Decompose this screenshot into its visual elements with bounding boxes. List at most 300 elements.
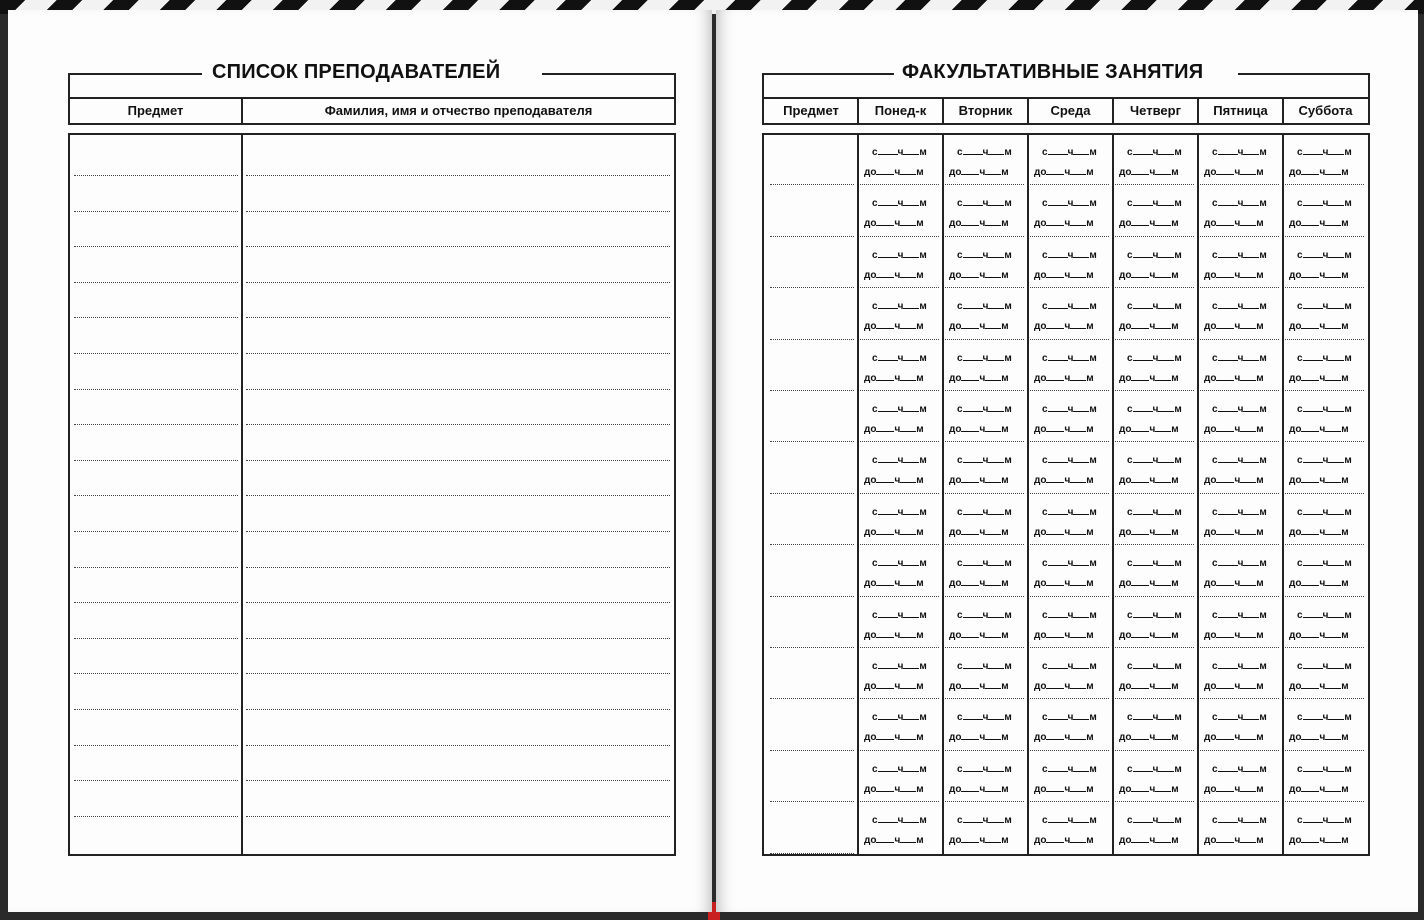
time-to-field[interactable] — [1204, 372, 1264, 385]
time-from-field[interactable] — [1212, 660, 1267, 673]
time-to-field[interactable] — [949, 217, 1009, 230]
time-to-field[interactable] — [1119, 783, 1179, 796]
time-to-field[interactable] — [1034, 834, 1094, 847]
time-from-field[interactable] — [872, 249, 927, 262]
teacher-row-line[interactable] — [74, 175, 238, 176]
teacher-row-line[interactable] — [74, 531, 238, 532]
time-to-field[interactable] — [1204, 834, 1264, 847]
time-to-field[interactable] — [1119, 680, 1179, 693]
hour-mark: ч — [979, 578, 986, 590]
teacher-row-line[interactable] — [74, 745, 238, 746]
to-prefix: до — [1289, 629, 1302, 641]
from-prefix: с — [1297, 815, 1303, 827]
elective-subject-line[interactable] — [770, 853, 854, 854]
time-from-field[interactable] — [1127, 454, 1182, 467]
from-prefix: с — [1212, 352, 1218, 364]
minute-mark: м — [1086, 218, 1094, 230]
time-from-field[interactable] — [1042, 249, 1097, 262]
teacher-name-line[interactable] — [246, 282, 670, 283]
minute-mark: м — [1259, 404, 1267, 415]
time-from-field[interactable] — [1297, 300, 1352, 313]
minute-mark: м — [1089, 506, 1097, 518]
time-from-field[interactable] — [957, 609, 1012, 622]
time-to-field[interactable] — [1204, 629, 1264, 642]
to-prefix: до — [864, 835, 877, 847]
time-from-field[interactable] — [1042, 197, 1097, 210]
time-to-field[interactable] — [1034, 217, 1094, 230]
time-to-field[interactable] — [864, 320, 924, 333]
time-to-field[interactable] — [1119, 629, 1179, 642]
teacher-name-line[interactable] — [246, 246, 670, 247]
teacher-name-line[interactable] — [246, 780, 670, 781]
time-from-field[interactable] — [1212, 249, 1267, 262]
teacher-row-line[interactable] — [74, 567, 238, 568]
time-from-field[interactable] — [1042, 557, 1097, 570]
hour-mark: ч — [1234, 629, 1241, 641]
teacher-name-line[interactable] — [246, 567, 670, 568]
elective-subject-line[interactable] — [770, 184, 854, 185]
teacher-name-line[interactable] — [246, 602, 670, 603]
hour-mark: ч — [1237, 455, 1244, 467]
electives-col-day: Понед-к — [874, 103, 927, 118]
teacher-row-line[interactable] — [74, 353, 238, 354]
teacher-name-line[interactable] — [246, 745, 670, 746]
time-to-field[interactable] — [949, 269, 1009, 282]
time-to-field[interactable] — [1034, 577, 1094, 590]
minute-mark: м — [1259, 661, 1267, 672]
time-from-field[interactable] — [1212, 814, 1267, 827]
elective-subject-line[interactable] — [770, 236, 854, 237]
time-to-field[interactable] — [864, 731, 924, 744]
time-from-field[interactable] — [1297, 352, 1352, 365]
hour-mark: ч — [897, 661, 904, 672]
from-prefix: с — [1127, 506, 1133, 518]
time-from-field[interactable] — [1297, 146, 1352, 159]
teacher-row-line[interactable] — [74, 282, 238, 283]
hour-mark: ч — [897, 558, 904, 570]
time-from-field[interactable] — [872, 300, 927, 313]
time-to-field[interactable] — [1204, 423, 1264, 436]
hour-mark: ч — [1149, 424, 1156, 435]
time-from-field[interactable] — [957, 763, 1012, 776]
time-from-field[interactable] — [1297, 711, 1352, 724]
teacher-name-line[interactable] — [246, 353, 670, 354]
time-from-field[interactable] — [957, 197, 1012, 210]
teacher-row-line[interactable] — [74, 673, 238, 674]
time-from-field[interactable] — [872, 197, 927, 210]
time-from-field[interactable] — [957, 711, 1012, 724]
time-to-field[interactable] — [949, 166, 1009, 179]
minute-mark: м — [1001, 732, 1009, 744]
teacher-name-line[interactable] — [246, 317, 670, 318]
time-from-field[interactable] — [872, 403, 927, 416]
minute-mark: м — [1004, 712, 1012, 724]
teacher-row-line[interactable] — [74, 246, 238, 247]
time-from-field[interactable] — [957, 146, 1012, 159]
time-to-field[interactable] — [1034, 680, 1094, 693]
elective-subject-line[interactable] — [770, 441, 854, 442]
minute-mark: м — [1341, 372, 1349, 384]
minute-mark: м — [1004, 198, 1012, 210]
time-to-field[interactable] — [1204, 526, 1264, 539]
time-to-field[interactable] — [1289, 526, 1349, 539]
minute-mark: м — [919, 815, 927, 827]
time-from-field[interactable] — [957, 352, 1012, 365]
minute-mark: м — [1256, 732, 1264, 744]
teacher-name-line[interactable] — [246, 495, 670, 496]
minute-mark: м — [1171, 526, 1179, 538]
time-from-field[interactable] — [1212, 454, 1267, 467]
hour-mark: ч — [1319, 321, 1326, 333]
elective-subject-line[interactable] — [770, 698, 854, 699]
time-to-field[interactable] — [1034, 629, 1094, 642]
time-from-field[interactable] — [1127, 660, 1182, 673]
time-to-field[interactable] — [1289, 680, 1349, 693]
time-to-field[interactable] — [1119, 166, 1179, 179]
time-to-field[interactable] — [864, 577, 924, 590]
time-from-field[interactable] — [1042, 506, 1097, 519]
teacher-name-line[interactable] — [246, 531, 670, 532]
time-from-field[interactable] — [1042, 403, 1097, 416]
time-from-field[interactable] — [1127, 403, 1182, 416]
time-to-field[interactable] — [1289, 577, 1349, 590]
hour-mark: ч — [1067, 455, 1074, 467]
time-from-field[interactable] — [872, 506, 927, 519]
time-from-field[interactable] — [1042, 763, 1097, 776]
teachers-col-subject: Предмет — [127, 103, 184, 118]
time-from-field[interactable] — [1042, 454, 1097, 467]
time-to-field[interactable] — [1204, 166, 1264, 179]
teacher-name-line[interactable] — [246, 709, 670, 710]
time-to-field[interactable] — [864, 783, 924, 796]
teacher-row-line[interactable] — [74, 602, 238, 603]
time-to-field[interactable] — [1119, 526, 1179, 539]
minute-mark: м — [1004, 609, 1012, 621]
time-from-field[interactable] — [1127, 763, 1182, 776]
time-to-field[interactable] — [864, 217, 924, 230]
time-from-field[interactable] — [1297, 454, 1352, 467]
time-from-field[interactable] — [872, 454, 927, 467]
time-to-field[interactable] — [1204, 217, 1264, 230]
hour-mark: ч — [1064, 475, 1071, 487]
time-to-field[interactable] — [1034, 320, 1094, 333]
time-to-field[interactable] — [1119, 474, 1179, 487]
hour-mark: ч — [979, 629, 986, 641]
time-to-field[interactable] — [864, 166, 924, 179]
teacher-row-line[interactable] — [74, 460, 238, 461]
time-from-field[interactable] — [957, 506, 1012, 519]
time-from-field[interactable] — [1212, 557, 1267, 570]
time-to-field[interactable] — [1119, 423, 1179, 436]
to-prefix: до — [949, 269, 962, 281]
time-from-field[interactable] — [872, 557, 927, 570]
time-from-field[interactable] — [1127, 506, 1182, 519]
time-from-field[interactable] — [1042, 146, 1097, 159]
time-from-field[interactable] — [1297, 763, 1352, 776]
time-from-field[interactable] — [872, 711, 927, 724]
minute-mark: м — [1344, 506, 1352, 518]
hour-mark: ч — [897, 249, 904, 261]
time-to-field[interactable] — [1119, 269, 1179, 282]
time-from-field[interactable] — [957, 249, 1012, 262]
teacher-row-line[interactable] — [74, 424, 238, 425]
minute-mark: м — [1174, 661, 1182, 672]
hour-mark: ч — [897, 301, 904, 313]
teacher-name-line[interactable] — [246, 211, 670, 212]
hour-mark: ч — [1152, 404, 1159, 415]
time-to-field[interactable] — [949, 320, 1009, 333]
time-to-field[interactable] — [1289, 217, 1349, 230]
time-from-field[interactable] — [1212, 146, 1267, 159]
time-to-field[interactable] — [1289, 423, 1349, 436]
time-from-field[interactable] — [957, 814, 1012, 827]
time-from-field[interactable] — [1297, 403, 1352, 416]
time-from-field[interactable] — [872, 814, 927, 827]
to-prefix: до — [1289, 321, 1302, 333]
time-from-field[interactable] — [957, 660, 1012, 673]
time-to-field[interactable] — [949, 680, 1009, 693]
time-to-field[interactable] — [864, 629, 924, 642]
hour-mark: ч — [1067, 609, 1074, 621]
time-from-field[interactable] — [1042, 300, 1097, 313]
time-from-field[interactable] — [1212, 609, 1267, 622]
time-to-field[interactable] — [1119, 217, 1179, 230]
time-to-field[interactable] — [949, 423, 1009, 436]
time-from-field[interactable] — [1127, 814, 1182, 827]
time-from-field[interactable] — [1042, 814, 1097, 827]
teacher-row-line[interactable] — [74, 211, 238, 212]
time-from-field[interactable] — [872, 660, 927, 673]
time-from-field[interactable] — [1297, 660, 1352, 673]
time-to-field[interactable] — [1204, 320, 1264, 333]
time-to-field[interactable] — [1289, 731, 1349, 744]
time-from-field[interactable] — [872, 146, 927, 159]
time-to-field[interactable] — [949, 577, 1009, 590]
to-prefix: до — [1289, 732, 1302, 744]
teacher-row-line[interactable] — [74, 816, 238, 817]
time-from-field[interactable] — [872, 352, 927, 365]
time-from-field[interactable] — [1212, 763, 1267, 776]
time-to-field[interactable] — [1034, 423, 1094, 436]
time-to-field[interactable] — [1204, 731, 1264, 744]
time-to-field[interactable] — [864, 680, 924, 693]
time-to-field[interactable] — [1289, 166, 1349, 179]
time-from-field[interactable] — [1042, 352, 1097, 365]
time-to-field[interactable] — [1204, 474, 1264, 487]
hour-mark: ч — [897, 404, 904, 415]
from-prefix: с — [1297, 609, 1303, 621]
to-prefix: до — [1034, 218, 1047, 230]
hour-mark: ч — [897, 147, 904, 158]
time-from-field[interactable] — [1042, 711, 1097, 724]
teacher-row-line[interactable] — [74, 709, 238, 710]
elective-subject-line[interactable] — [770, 750, 854, 751]
time-to-field[interactable] — [1034, 372, 1094, 385]
minute-mark: м — [1001, 167, 1009, 178]
time-to-field[interactable] — [864, 423, 924, 436]
teacher-row-line[interactable] — [74, 780, 238, 781]
time-from-field[interactable] — [1127, 711, 1182, 724]
electives-col-day: Вторник — [958, 103, 1013, 118]
time-from-field[interactable] — [1297, 506, 1352, 519]
elective-subject-line[interactable] — [770, 801, 854, 802]
to-prefix: до — [1204, 372, 1217, 384]
time-to-field[interactable] — [1034, 526, 1094, 539]
electives-title: ФАКУЛЬТАТИВНЫЕ ЗАНЯТИЯ — [902, 61, 1204, 83]
hour-mark: ч — [979, 372, 986, 384]
teacher-name-line[interactable] — [246, 816, 670, 817]
time-from-field[interactable] — [1212, 403, 1267, 416]
time-to-field[interactable] — [864, 526, 924, 539]
time-from-field[interactable] — [1042, 660, 1097, 673]
time-from-field[interactable] — [1127, 352, 1182, 365]
time-from-field[interactable] — [1212, 300, 1267, 313]
hour-mark: ч — [1237, 815, 1244, 827]
time-from-field[interactable] — [1297, 557, 1352, 570]
elective-subject-line[interactable] — [770, 596, 854, 597]
time-to-field[interactable] — [1204, 269, 1264, 282]
minute-mark: м — [1341, 835, 1349, 847]
time-from-field[interactable] — [1297, 609, 1352, 622]
time-from-field[interactable] — [1127, 557, 1182, 570]
time-to-field[interactable] — [1204, 783, 1264, 796]
time-from-field[interactable] — [957, 557, 1012, 570]
hour-mark: ч — [982, 404, 989, 415]
time-to-field[interactable] — [949, 629, 1009, 642]
to-prefix: до — [864, 526, 877, 538]
to-prefix: до — [1289, 218, 1302, 230]
elective-subject-line[interactable] — [770, 339, 854, 340]
teacher-row-line[interactable] — [74, 317, 238, 318]
time-to-field[interactable] — [1119, 577, 1179, 590]
time-from-field[interactable] — [957, 454, 1012, 467]
time-to-field[interactable] — [949, 526, 1009, 539]
time-to-field[interactable] — [949, 372, 1009, 385]
time-from-field[interactable] — [1127, 197, 1182, 210]
time-to-field[interactable] — [1119, 731, 1179, 744]
minute-mark: м — [1259, 763, 1267, 775]
hour-mark: ч — [1149, 783, 1156, 795]
time-to-field[interactable] — [1034, 474, 1094, 487]
time-to-field[interactable] — [1289, 629, 1349, 642]
hour-mark: ч — [894, 372, 901, 384]
minute-mark: м — [916, 783, 924, 795]
time-to-field[interactable] — [1034, 269, 1094, 282]
from-prefix: с — [957, 609, 963, 621]
time-from-field[interactable] — [1212, 506, 1267, 519]
teacher-row-line[interactable] — [74, 389, 238, 390]
time-from-field[interactable] — [1127, 300, 1182, 313]
time-to-field[interactable] — [1119, 372, 1179, 385]
time-to-field[interactable] — [949, 474, 1009, 487]
time-to-field[interactable] — [1289, 474, 1349, 487]
time-from-field[interactable] — [1212, 197, 1267, 210]
time-from-field[interactable] — [1212, 711, 1267, 724]
to-prefix: до — [1034, 321, 1047, 333]
minute-mark: м — [1004, 404, 1012, 415]
minute-mark: м — [1341, 218, 1349, 230]
time-to-field[interactable] — [949, 731, 1009, 744]
time-from-field[interactable] — [1127, 146, 1182, 159]
time-to-field[interactable] — [1289, 834, 1349, 847]
minute-mark: м — [919, 455, 927, 467]
teacher-row-line[interactable] — [74, 495, 238, 496]
time-from-field[interactable] — [1042, 609, 1097, 622]
minute-mark: м — [1259, 301, 1267, 313]
to-prefix: до — [1034, 629, 1047, 641]
from-prefix: с — [1297, 249, 1303, 261]
time-to-field[interactable] — [1204, 577, 1264, 590]
elective-subject-line[interactable] — [770, 287, 854, 288]
time-to-field[interactable] — [1119, 834, 1179, 847]
time-to-field[interactable] — [864, 834, 924, 847]
minute-mark: м — [1341, 475, 1349, 487]
time-to-field[interactable] — [1289, 372, 1349, 385]
from-prefix: с — [1297, 661, 1303, 672]
time-to-field[interactable] — [1204, 680, 1264, 693]
right-page — [716, 10, 1418, 912]
minute-mark: м — [1089, 147, 1097, 158]
time-from-field[interactable] — [1127, 609, 1182, 622]
time-from-field[interactable] — [1297, 197, 1352, 210]
to-prefix: до — [1119, 372, 1132, 384]
hour-mark: ч — [979, 321, 986, 333]
time-to-field[interactable] — [864, 474, 924, 487]
time-to-field[interactable] — [949, 834, 1009, 847]
elective-subject-line[interactable] — [770, 390, 854, 391]
time-to-field[interactable] — [864, 372, 924, 385]
time-from-field[interactable] — [957, 403, 1012, 416]
from-prefix: с — [1127, 661, 1133, 672]
time-to-field[interactable] — [864, 269, 924, 282]
time-to-field[interactable] — [1289, 269, 1349, 282]
from-prefix: с — [1297, 198, 1303, 210]
time-to-field[interactable] — [1289, 320, 1349, 333]
teacher-row-line[interactable] — [74, 638, 238, 639]
time-to-field[interactable] — [1289, 783, 1349, 796]
time-from-field[interactable] — [1127, 249, 1182, 262]
hour-mark: ч — [1067, 301, 1074, 313]
to-prefix: до — [864, 578, 877, 590]
teacher-name-line[interactable] — [246, 460, 670, 461]
to-prefix: до — [949, 218, 962, 230]
elective-subject-line[interactable] — [770, 493, 854, 494]
time-to-field[interactable] — [1034, 731, 1094, 744]
elective-subject-line[interactable] — [770, 647, 854, 648]
teacher-name-line[interactable] — [246, 424, 670, 425]
time-to-field[interactable] — [949, 783, 1009, 796]
time-from-field[interactable] — [872, 763, 927, 776]
teacher-name-line[interactable] — [246, 389, 670, 390]
hour-mark: ч — [1234, 526, 1241, 538]
time-to-field[interactable] — [1119, 320, 1179, 333]
minute-mark: м — [1344, 609, 1352, 621]
to-prefix: до — [1289, 424, 1302, 435]
time-to-field[interactable] — [1034, 166, 1094, 179]
time-to-field[interactable] — [1034, 783, 1094, 796]
hour-mark: ч — [982, 661, 989, 672]
time-from-field[interactable] — [1297, 249, 1352, 262]
teacher-name-line[interactable] — [246, 673, 670, 674]
time-from-field[interactable] — [872, 609, 927, 622]
elective-subject-line[interactable] — [770, 544, 854, 545]
hour-mark: ч — [1064, 732, 1071, 744]
teacher-name-line[interactable] — [246, 638, 670, 639]
teacher-name-line[interactable] — [246, 175, 670, 176]
time-from-field[interactable] — [1212, 352, 1267, 365]
time-from-field[interactable] — [1297, 814, 1352, 827]
time-from-field[interactable] — [957, 300, 1012, 313]
